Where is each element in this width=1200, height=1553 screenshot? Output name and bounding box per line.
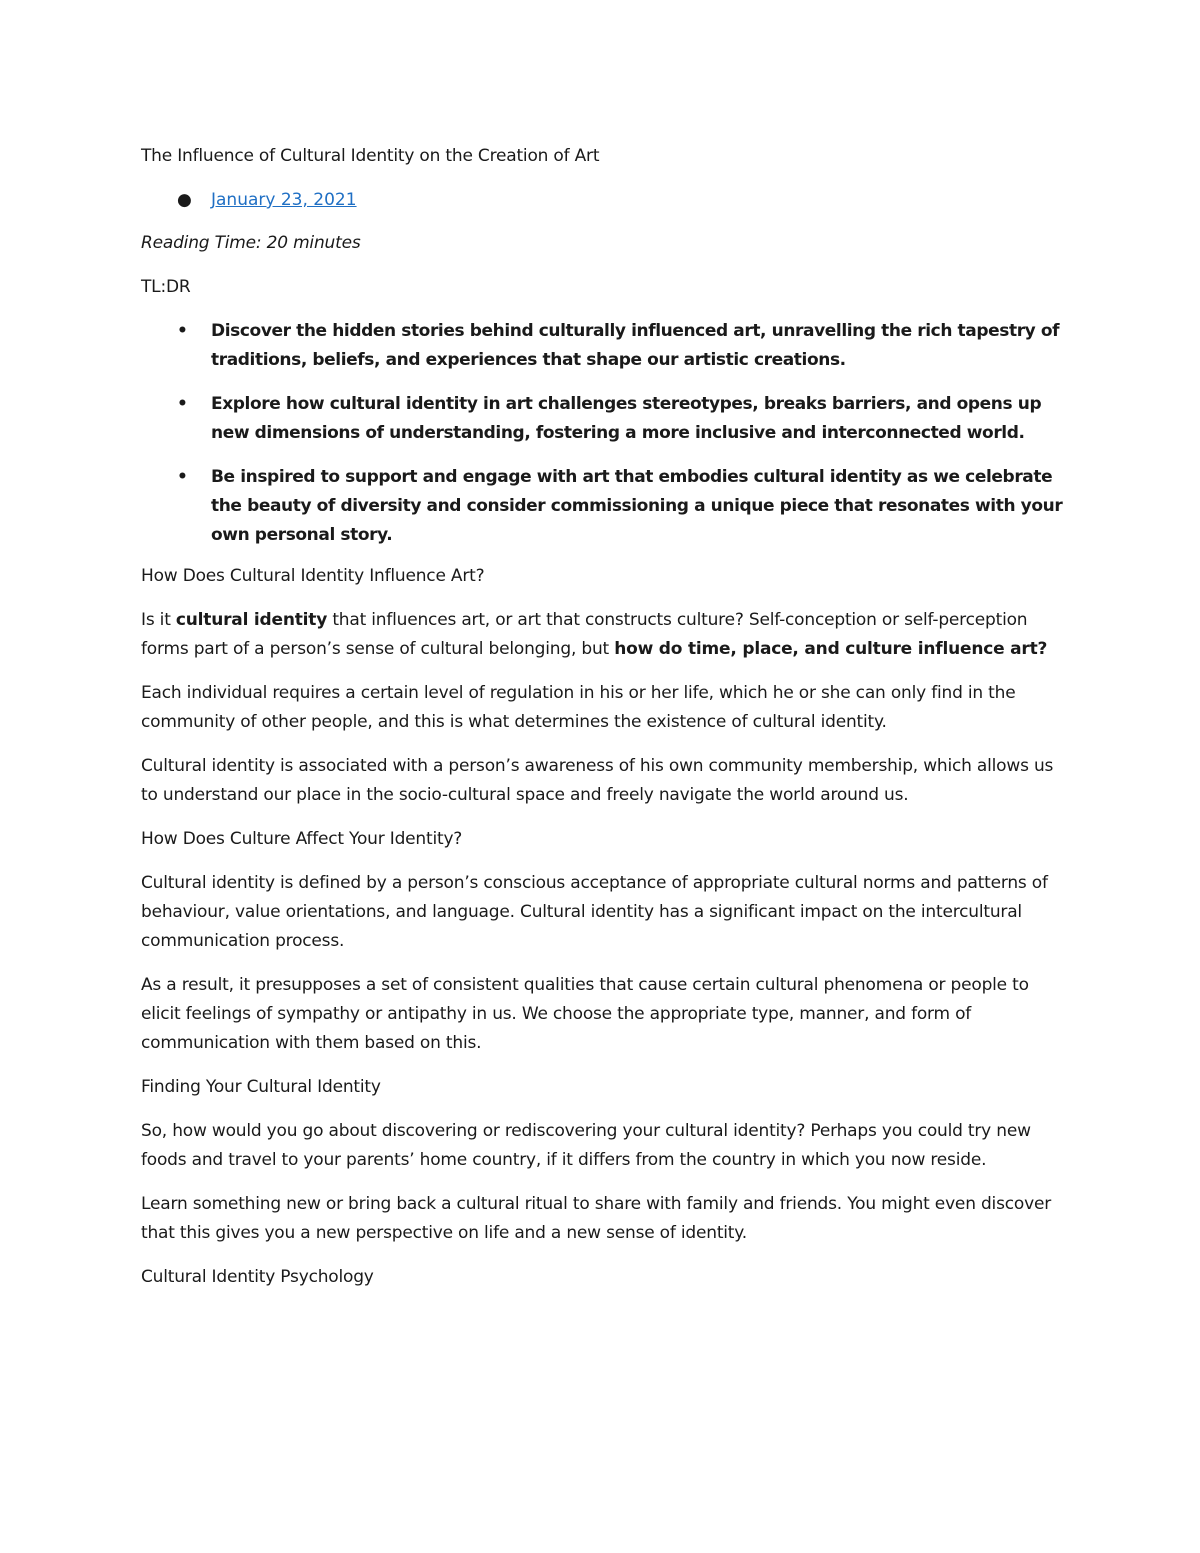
document-title: The Influence of Cultural Identity on the Creation of Art	[141, 146, 600, 166]
section-heading: Cultural Identity Psychology	[141, 1267, 374, 1287]
tldr-item-text: Discover the hidden stories behind culturally influenced art, unravelling the rich tapestry of traditions, beliefs, and experiences that shape our artistic creations.	[211, 321, 1060, 370]
date-link[interactable]: January 23, 2021	[211, 190, 357, 210]
paragraph	[141, 606, 1071, 664]
paragraph: Cultural identity is associated with a person’s awareness of his own community membership, which allows us to understand our place in the socio-cultural space and freely navigate the world around us.	[141, 756, 1054, 805]
date-list-item	[141, 186, 1071, 215]
paragraph-text: Is it	[141, 610, 176, 630]
paragraph: Each individual requires a certain level of regulation in his or her life, which he or she can only find in the community of other people, and this is what determines the existence of cultural identity.	[141, 683, 1016, 732]
tldr-item-3	[141, 463, 1071, 550]
document-page	[141, 142, 1071, 1307]
tldr-item-text: Be inspired to support and engage with art that embodies cultural identity as we celebrate the beauty of diversity and consider commissioning a unique piece that resonates with your own personal story.	[211, 467, 1063, 545]
tldr-label: TL:DR	[141, 277, 191, 297]
section-heading: Finding Your Cultural Identity	[141, 1077, 381, 1097]
bold-phrase: cultural identity	[175, 610, 328, 630]
tldr-item-text: Explore how cultural identity in art challenges stereotypes, breaks barriers, and opens up new dimensions of understanding, fostering a more inclusive and interconnected world.	[211, 394, 1042, 443]
date-list	[141, 186, 1071, 215]
section-heading: How Does Culture Affect Your Identity?	[141, 829, 463, 849]
tldr-list	[141, 317, 1071, 550]
tldr-item-2	[141, 390, 1071, 448]
paragraph: As a result, it presupposes a set of consistent qualities that cause certain cultural phenomena or people to elicit feelings of sympathy or antipathy in us. We choose the appropriate type, manner, and form of communication with them based on this.	[141, 975, 1029, 1053]
tldr-item-1	[141, 317, 1071, 375]
paragraph: Learn something new or bring back a cultural ritual to share with family and friends. You might even discover that this gives you a new perspective on life and a new sense of identity.	[141, 1194, 1051, 1243]
section-heading: How Does Cultural Identity Influence Art?	[141, 566, 485, 586]
bullet-icon: •	[177, 321, 188, 341]
bullet-icon: ●	[177, 190, 192, 210]
paragraph: So, how would you go about discovering or rediscovering your cultural identity? Perhaps you could try new foods and travel to your parents’ home country, if it differs from the country in which you now reside.	[141, 1121, 1031, 1170]
bold-phrase: how do time, place, and culture influence art?	[614, 639, 1048, 659]
reading-time: Reading Time: 20 minutes	[141, 233, 361, 253]
bullet-icon: •	[177, 394, 188, 414]
paragraph-text: that influences art, or art that constructs culture? Self-conception or self-perception forms part of a person’s sense of cultural belonging, but	[141, 610, 1028, 659]
bullet-icon: •	[177, 467, 188, 487]
paragraph: Cultural identity is defined by a person’s conscious acceptance of appropriate cultural norms and patterns of behaviour, value orientations, and language. Cultural identity has a significant impact on the intercultural communication process.	[141, 873, 1048, 951]
